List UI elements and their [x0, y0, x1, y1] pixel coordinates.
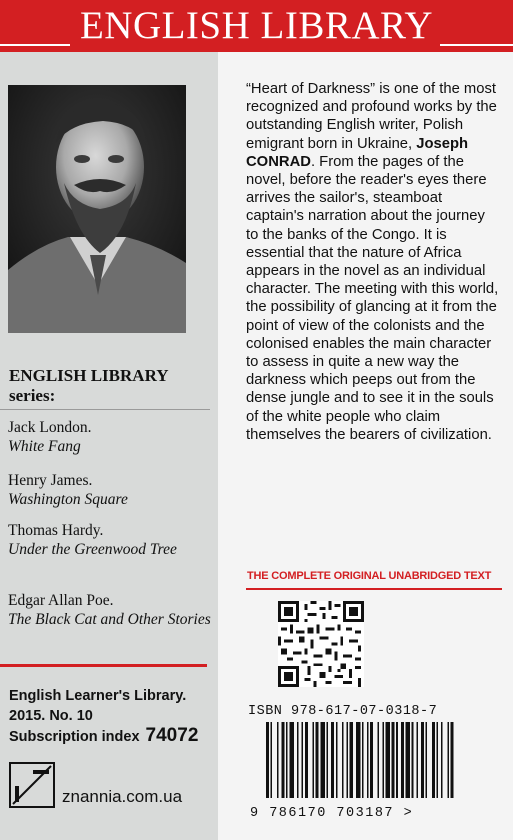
publisher-logo-icon [9, 762, 55, 808]
isbn-number: ISBN 978-617-07-0318-7 [248, 704, 438, 719]
complete-text-label: THE COMPLETE ORIGINAL UNABRIDGED TEXT [247, 570, 492, 582]
series-book-3 [8, 521, 188, 559]
series-book-4 [8, 591, 213, 629]
header-title: ENGLISH LIBRARY [79, 4, 434, 47]
qr-code [278, 601, 364, 687]
right-red-divider [246, 588, 502, 590]
book-title: Washington Square [8, 491, 128, 508]
header-banner [0, 0, 513, 52]
description-body: . From the pages of the novel, before the reader's eyes there arrives the sailor's, steamboat captain's narration about the journey to the banks of the Congo. It is essential that the nature of Africa appears in the novel as an individual character. The meeting with this world, the possibility of glancing at it from the point of view of the colonists and the colonised enables the main character to assess in quite a new way the darkness which peeps out from the dense jungle and to see it in the souls of the white people who claim themselves the bearers of civilization. [246, 153, 499, 443]
book-author: Henry James. [8, 472, 93, 489]
book-author: Thomas Hardy. [8, 522, 104, 539]
book-author: Edgar Allan Poe. [8, 592, 114, 609]
series-divider [0, 409, 210, 410]
book-author: Jack London. [8, 419, 92, 436]
book-title: The Black Cat and Other Stories [8, 611, 211, 628]
series-subtitle: series: [9, 386, 56, 405]
description-intro: “Heart of Darkness” is one of the most recognized and profound works by the outstanding English writer, Polish emigrant born in Ukraine, [246, 81, 497, 152]
book-title: White Fang [8, 438, 81, 455]
subscription-label: Subscription index [9, 729, 140, 745]
book-description [246, 80, 501, 444]
series-book-1 [8, 418, 208, 456]
barcode-digits: 9 786170 703187 > [250, 806, 414, 821]
series-book-2 [8, 471, 208, 509]
subscription-line [9, 726, 198, 747]
publisher-website: znannia.com.ua [62, 787, 183, 806]
isbn-barcode [266, 722, 502, 798]
series-title: ENGLISH LIBRARY [9, 366, 169, 385]
description-author: Joseph CONRAD [246, 135, 469, 170]
library-info-line2: 2015. No. 10 [9, 708, 93, 724]
subscription-index: 74072 [145, 725, 199, 746]
library-info-line1: English Learner's Library. [9, 688, 187, 704]
author-portrait [8, 85, 186, 333]
book-title: Under the Greenwood Tree [8, 541, 177, 558]
left-red-divider [0, 664, 207, 667]
